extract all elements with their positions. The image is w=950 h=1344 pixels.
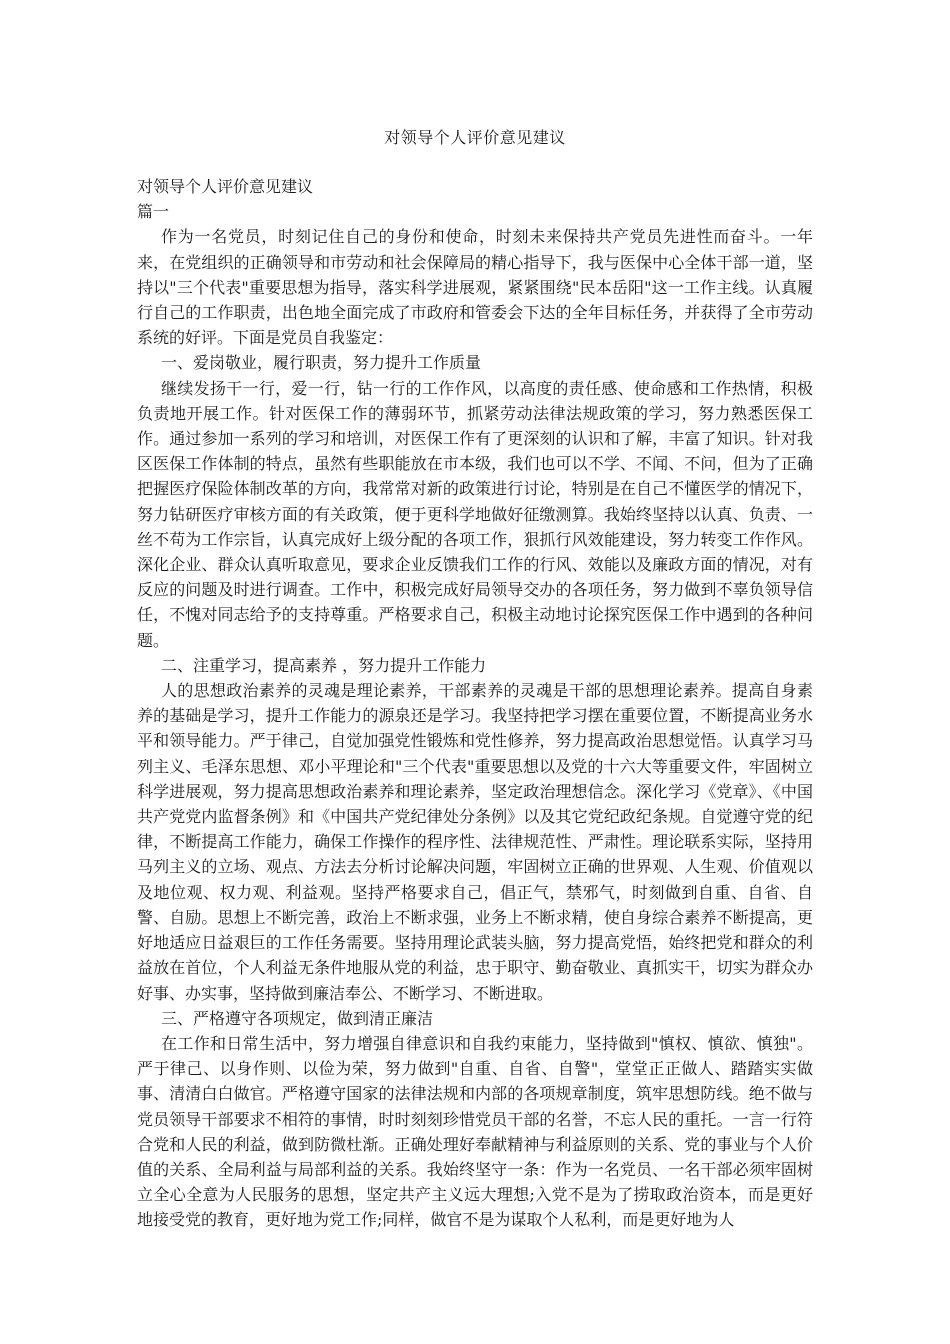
heading-section-1: 一、爱岗敬业，履行职责，努力提升工作质量 — [161, 353, 482, 373]
section-label: 篇一 — [137, 202, 170, 222]
paragraph-section-2: 人的思想政治素养的灵魂是理论素养，干部素养的灵魂是干部的思想理论素养。提高自身素养的基础是学习，提升工作能力的源泉还是学习。我坚持把学习摆在重要位置，不断提高业务水平和领导能力。严于律己，自觉加强党性锻炼和党性修养，努力提高政治思想觉悟。认真学习马列主义、毛泽东思想、邓小平理论和"三个代表"重要思想以及党的十六大等重要文件，牢固树立科学进展观，努力提高思想政治素养和理论素养，坚定政治理想信念。深化学习《党章》、《中国共产党党内监督条例》和《中国共产党纪律处分条例》以及其它党纪政纪条规。自觉遵守党的纪律，不断提高工作能力，确保工作操作的程序性、法律规范性、严肃性。理论联系实际，坚持用马列主义的立场、观点、方法去分析讨论解决问题，牢固树立正确的世界观、人生观、价值观以及地位观、权力观、利益观。坚持严格要求自己，倡正气，禁邪气，时刻做到自重、自省、自警、自励。思想上不断完善，政治上不断求强，业务上不断求精，使自身综合素养不断提高，更好地适应日益艰巨的工作任务需要。坚持用理论武装头脑，努力提高党悟，始终把党和群众的利益放在首位，个人利益无条件地服从党的利益，忠于职守、勤奋敬业、真抓实干，切实为群众办好事、办实事，坚持做到廉洁奉公、不断学习、不断进取。 — [137, 681, 813, 1003]
paragraph-section-1: 继续发扬干一行，爱一行，钻一行的工作作风，以高度的责任感、使命感和工作热情，积极负责地开展工作。针对医保工作的薄弱环节，抓紧劳动法律法规政策的学习，努力熟悉医保工作。通过参加一系列的学习和培训，对医保工作有了更深刻的认识和了解，丰富了知识。针对我区医保工作体制的特点，虽然有些职能放在市本级，我们也可以不学、不闻、不问，但为了正确把握医疗保险体制改革的方向，我常常对新的政策进行讨论，特别是在自己不懂医学的情况下，努力钻研医疗审核方面的有关政策，便于更科学地做好征缴测算。我始终坚持以认真、负责、一丝不苟为工作宗旨，认真完成好上级分配的各项工作，狠抓行风效能建设，努力转变工作作风。深化企业、群众认真听取意见，要求企业反馈我们工作的行风、效能以及廉政方面的情况，对有反应的问题及时进行调查。工作中，积极完成好局领导交办的各项任务，努力做到不辜负领导信任，不愧对同志给予的支持尊重。严格要求自己，积极主动地讨论探究医保工作中遇到的各种问题。 — [137, 378, 813, 650]
heading-section-3: 三、严格遵守各项规定，做到清正廉洁 — [161, 1008, 434, 1028]
document-body — [137, 174, 813, 1233]
paragraph-section-3: 在工作和日常生活中，努力增强自律意识和自我约束能力，坚持做到"慎权、慎欲、慎独"。严于律己、以身作则、以俭为荣，努力做到"自重、自省、自警"，堂堂正正做人、踏踏实实做事、清清白白做官。严格遵守国家的法律法规和内部的各项规章制度，筑牢思想防线。绝不做与党员领导干部要求不相符的事情，时时刻刻珍惜党员干部的名誉，不忘人民的重托。一言一行符合党和人民的利益，做到防微杜渐。正确处理好奉献精神与利益原则的关系、党的事业与个人价值的关系、全局利益与局部利益的关系。我始终坚守一条：作为一名党员、一名干部必须牢固树立全心全意为人民服务的思想，坚定共产主义远大理想;入党不是为了捞取政治资本，而是更好地接受党的教育，更好地为党工作;同样，做官不是为谋取个人私利，而是更好地为人 — [137, 1033, 813, 1230]
document-title: 对领导个人评价意见建议 — [384, 128, 566, 147]
paragraph-intro: 作为一名党员，时刻记住自己的身份和使命，时刻未来保持共产党员先进性而奋斗。一年来，在党组织的正确领导和市劳动和社会保障局的精心指导下，我与医保中心全体干部一道，坚持以"三个代表"重要思想为指导，落实科学进展观，紧紧围绕"民本岳阳"这一工作主线。认真履行自己的工作职责，出色地全面完成了市政府和管委会下达的全年目标任务，并获得了全市劳动系统的好评。下面是党员自我鉴定： — [137, 227, 813, 348]
document-subtitle: 对领导个人评价意见建议 — [137, 177, 314, 196]
heading-section-2: 二、注重学习，提高素养 ，努力提升工作能力 — [161, 655, 487, 675]
